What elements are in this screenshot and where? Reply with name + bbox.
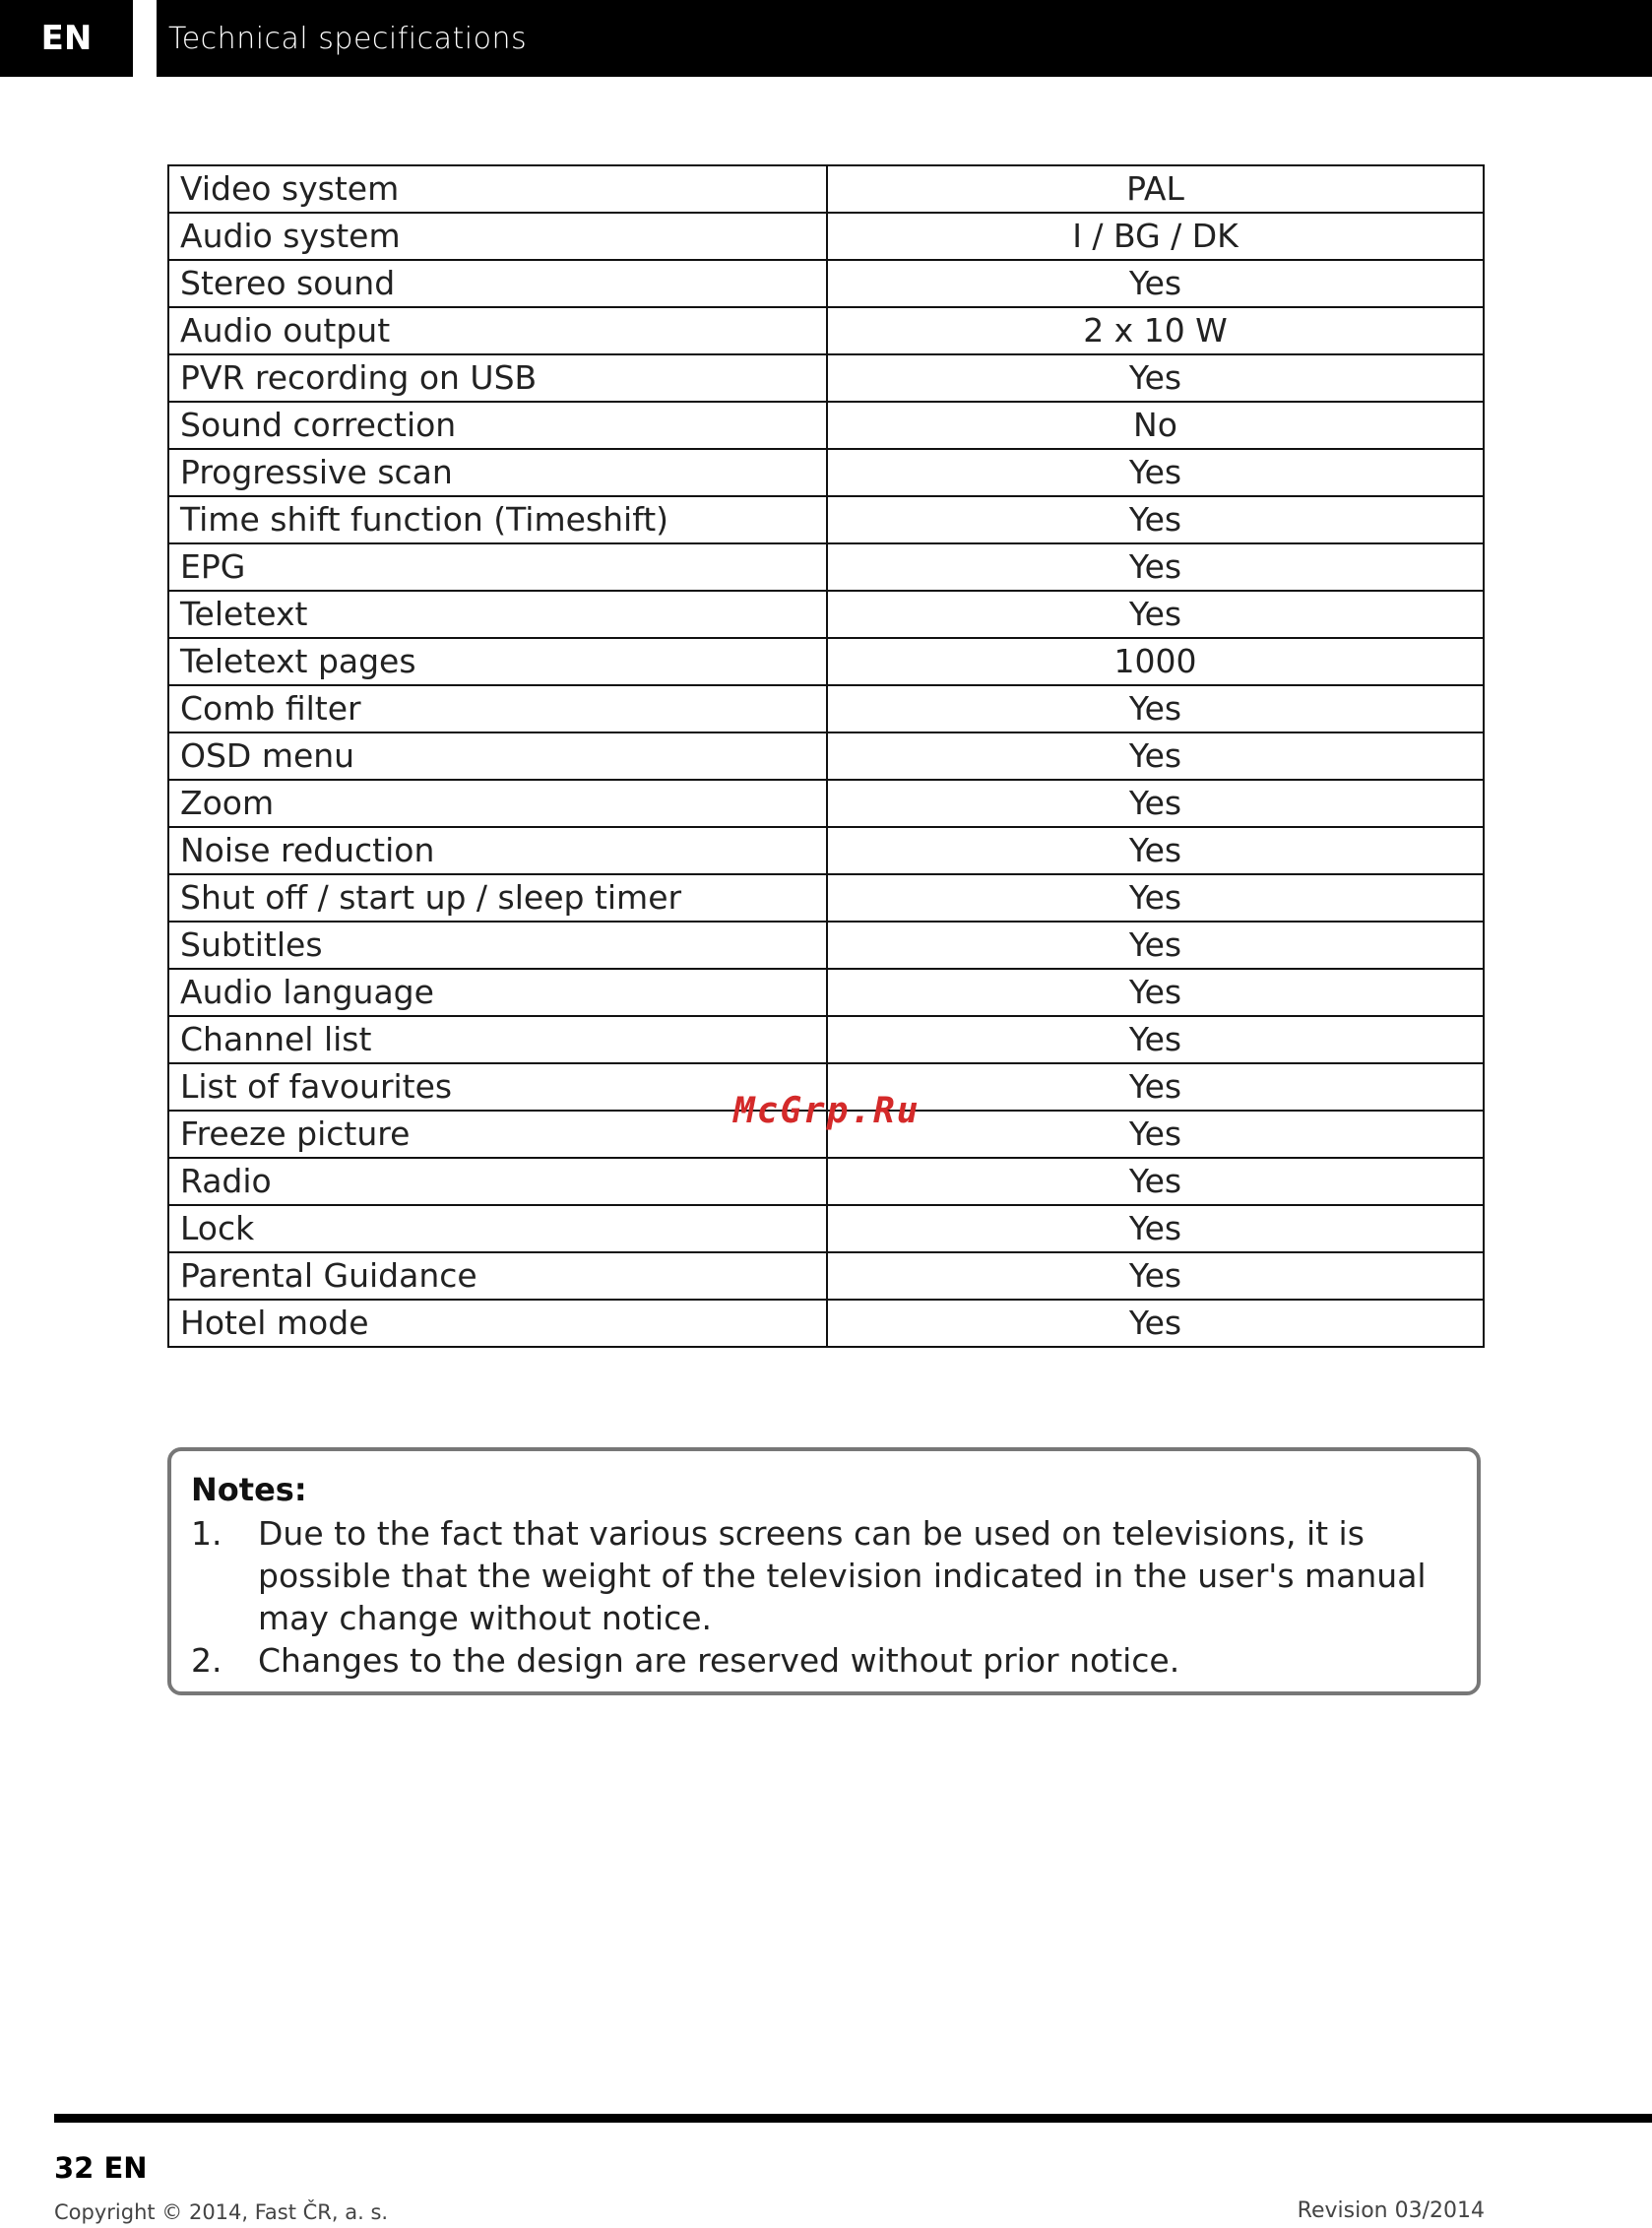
table-row [168, 307, 1484, 354]
spec-feature: Video system [168, 165, 827, 213]
table-row [168, 1252, 1484, 1300]
page-title: Technical specifications [168, 21, 528, 56]
spec-value: Yes [827, 1016, 1484, 1063]
page-header [157, 0, 1652, 77]
spec-value: Yes [827, 1158, 1484, 1205]
spec-value: I / BG / DK [827, 213, 1484, 260]
table-row [168, 685, 1484, 732]
table-row [168, 1205, 1484, 1252]
table-row [168, 1300, 1484, 1347]
spec-value: Yes [827, 1205, 1484, 1252]
spec-feature: Teletext pages [168, 638, 827, 685]
spec-value: Yes [827, 685, 1484, 732]
spec-value: Yes [827, 1252, 1484, 1300]
spec-feature: Audio language [168, 969, 827, 1016]
spec-feature: Teletext [168, 591, 827, 638]
spec-value: Yes [827, 449, 1484, 496]
spec-feature: Time shift function (Timeshift) [168, 496, 827, 543]
spec-feature: Subtitles [168, 922, 827, 969]
spec-feature: Stereo sound [168, 260, 827, 307]
table-row [168, 874, 1484, 922]
spec-value: Yes [827, 1063, 1484, 1111]
table-row [168, 543, 1484, 591]
table-row [168, 1158, 1484, 1205]
spec-value: Yes [827, 1300, 1484, 1347]
spec-feature: Lock [168, 1205, 827, 1252]
spec-feature: List of favourites [168, 1063, 827, 1111]
table-row [168, 827, 1484, 874]
language-tab: EN [0, 0, 133, 77]
spec-value: Yes [827, 922, 1484, 969]
spec-feature: Shut off / start up / sleep timer [168, 874, 827, 922]
spec-value: No [827, 402, 1484, 449]
spec-value: Yes [827, 496, 1484, 543]
table-row [168, 165, 1484, 213]
revision: Revision 03/2014 [1297, 2198, 1485, 2223]
spec-feature: Hotel mode [168, 1300, 827, 1347]
spec-feature: Zoom [168, 780, 827, 827]
spec-feature: Audio system [168, 213, 827, 260]
spec-value: Yes [827, 827, 1484, 874]
note-item [191, 1512, 1459, 1639]
spec-feature: EPG [168, 543, 827, 591]
table-row [168, 638, 1484, 685]
spec-feature: Radio [168, 1158, 827, 1205]
spec-feature: Audio output [168, 307, 827, 354]
spec-feature: Parental Guidance [168, 1252, 827, 1300]
table-row [168, 922, 1484, 969]
note-text: Changes to the design are reserved without prior notice. [258, 1641, 1180, 1680]
spec-value: Yes [827, 260, 1484, 307]
note-item [191, 1639, 1459, 1682]
note-number: 1. [191, 1514, 222, 1553]
spec-value: Yes [827, 354, 1484, 402]
table-row [168, 402, 1484, 449]
spec-value: Yes [827, 780, 1484, 827]
specifications-table [167, 164, 1485, 1348]
table-row [168, 969, 1484, 1016]
spec-feature: Sound correction [168, 402, 827, 449]
spec-value: Yes [827, 969, 1484, 1016]
table-row [168, 496, 1484, 543]
spec-feature: Comb filter [168, 685, 827, 732]
spec-value: Yes [827, 543, 1484, 591]
notes-box [167, 1447, 1481, 1695]
spec-feature: PVR recording on USB [168, 354, 827, 402]
notes-title: Notes: [191, 1471, 307, 1508]
spec-value: 1000 [827, 638, 1484, 685]
spec-feature: Progressive scan [168, 449, 827, 496]
note-number: 2. [191, 1641, 222, 1680]
table-row [168, 732, 1484, 780]
spec-feature: OSD menu [168, 732, 827, 780]
table-row [168, 354, 1484, 402]
spec-feature: Noise reduction [168, 827, 827, 874]
table-row [168, 591, 1484, 638]
spec-value: Yes [827, 732, 1484, 780]
page-number: 32 EN [54, 2151, 148, 2185]
note-text: Due to the fact that various screens can be used on televisions, it is possible that the weight of the television indicated in the user's manual may change without notice. [258, 1514, 1427, 1637]
table-row [168, 780, 1484, 827]
spec-value: Yes [827, 874, 1484, 922]
table-row [168, 1016, 1484, 1063]
watermark: McGrp.Ru [733, 1091, 921, 1131]
spec-value: Yes [827, 1111, 1484, 1158]
spec-value: Yes [827, 591, 1484, 638]
table-row [168, 260, 1484, 307]
spec-feature: Freeze picture [168, 1111, 827, 1158]
spec-feature: Channel list [168, 1016, 827, 1063]
copyright: Copyright © 2014, Fast ČR, a. s. [54, 2200, 389, 2224]
table-row [168, 449, 1484, 496]
spec-value: PAL [827, 165, 1484, 213]
footer-divider [54, 2114, 1652, 2123]
spec-value: 2 x 10 W [827, 307, 1484, 354]
table-row [168, 213, 1484, 260]
